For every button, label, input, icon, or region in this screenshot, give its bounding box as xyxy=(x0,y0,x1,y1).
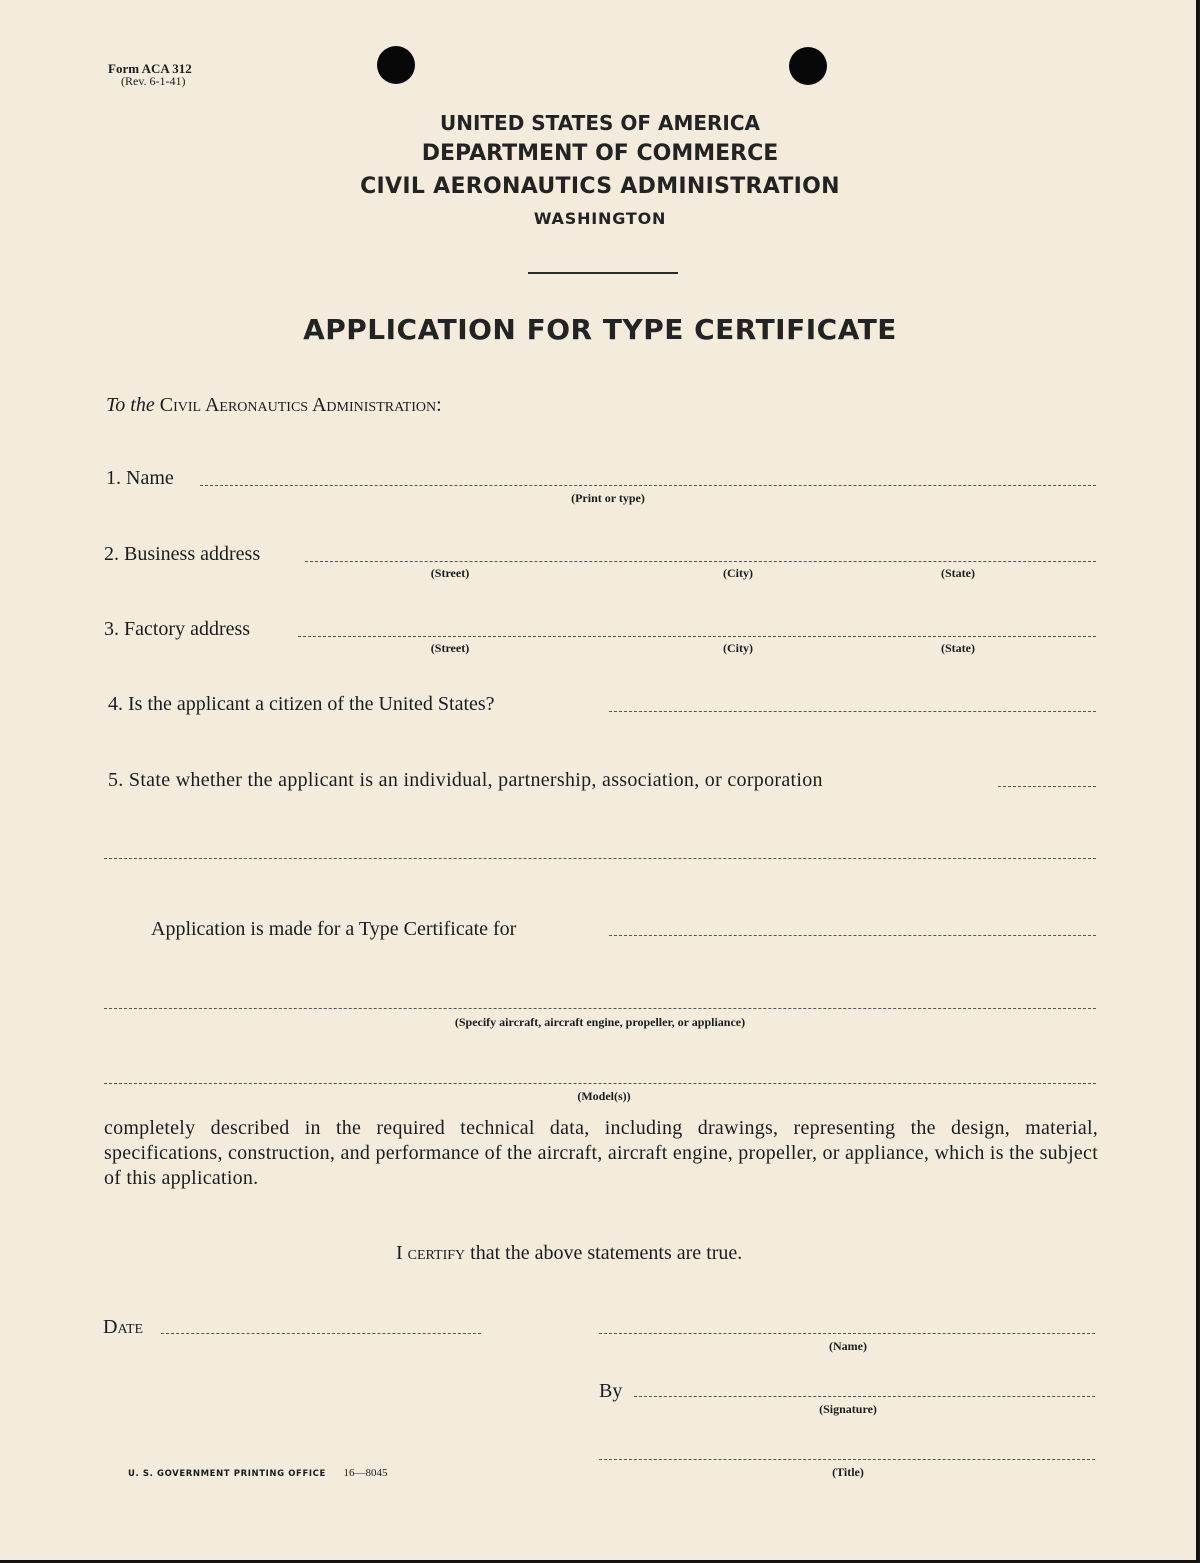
factory-state-caption: (State) xyxy=(941,641,975,655)
certify-keyword: certify xyxy=(407,1242,466,1264)
model-caption: (Model(s)) xyxy=(577,1089,631,1103)
factory-street-caption: (Street) xyxy=(430,641,470,655)
certify-prefix: I xyxy=(396,1242,403,1264)
salutation xyxy=(106,394,442,416)
application-for-field[interactable] xyxy=(609,935,1096,936)
title-caption: (Title) xyxy=(832,1465,864,1479)
header-divider xyxy=(528,272,678,274)
factory-city-caption: (City) xyxy=(723,641,753,655)
factory-address-field[interactable] xyxy=(298,636,1096,637)
signature-caption: (Signature) xyxy=(819,1402,877,1416)
punch-hole-left xyxy=(377,46,415,84)
certification-statement xyxy=(396,1242,742,1264)
header-department: DEPARTMENT OF COMMERCE xyxy=(421,141,779,166)
business-street-caption: (Street) xyxy=(430,566,470,580)
model-field[interactable] xyxy=(104,1083,1096,1084)
entity-type-label: 5. State whether the applicant is an individual, partnership, association, or corporation xyxy=(108,769,823,791)
business-address-field[interactable] xyxy=(305,561,1096,562)
citizen-answer-field[interactable] xyxy=(609,711,1096,712)
printer-imprint xyxy=(128,1467,387,1479)
header-city: WASHINGTON xyxy=(533,209,667,228)
header-country: UNITED STATES OF AMERICA xyxy=(439,111,761,135)
business-city-caption: (City) xyxy=(723,566,753,580)
applicant-name-caption: (Name) xyxy=(829,1339,867,1353)
date-label: Date xyxy=(103,1316,144,1338)
salutation-prefix: To the xyxy=(106,394,155,416)
date-field[interactable] xyxy=(161,1333,481,1334)
by-label: By xyxy=(599,1380,623,1402)
name-caption: (Print or type) xyxy=(571,491,645,505)
aircraft-type-caption: (Specify aircraft, aircraft engine, propeller, or appliance) xyxy=(454,1015,746,1029)
entity-type-field-continued[interactable] xyxy=(104,858,1096,859)
page-title: APPLICATION FOR TYPE CERTIFICATE xyxy=(303,313,897,346)
business-state-caption: (State) xyxy=(941,566,975,580)
factory-address-label: 3. Factory address xyxy=(104,618,251,640)
business-address-label: 2. Business address xyxy=(104,543,261,565)
applicant-name-field[interactable] xyxy=(599,1333,1095,1334)
salutation-suffix: : xyxy=(436,394,442,416)
form-revision: (Rev. 6-1-41) xyxy=(121,74,186,88)
signature-field[interactable] xyxy=(634,1396,1095,1397)
entity-type-field[interactable] xyxy=(998,786,1096,787)
header-administration: CIVIL AERONAUTICS ADMINISTRATION xyxy=(360,174,840,199)
application-label: Application is made for a Type Certificate for xyxy=(151,918,517,940)
punch-hole-right xyxy=(789,47,827,85)
title-field[interactable] xyxy=(599,1459,1095,1460)
citizen-question-label: 4. Is the applicant a citizen of the United States? xyxy=(108,693,495,715)
name-label: 1. Name xyxy=(106,467,174,489)
salutation-addressee: Civil Aeronautics Administration xyxy=(159,394,437,416)
print-code: 16—8045 xyxy=(343,1467,388,1479)
certify-rest: that the above statements are true. xyxy=(470,1242,743,1264)
name-field[interactable] xyxy=(200,485,1096,486)
printer-name: U. S. GOVERNMENT PRINTING OFFICE xyxy=(128,1469,326,1479)
form-number: Form ACA 312 xyxy=(108,61,192,76)
aircraft-type-field[interactable] xyxy=(104,1008,1096,1009)
application-paragraph: completely described in the required technical data, including drawings, representing the design, material, specifications, construction, and performance of the aircraft, aircraft engine, propeller, or appliance, which is the subject of this application. xyxy=(104,1117,1098,1189)
